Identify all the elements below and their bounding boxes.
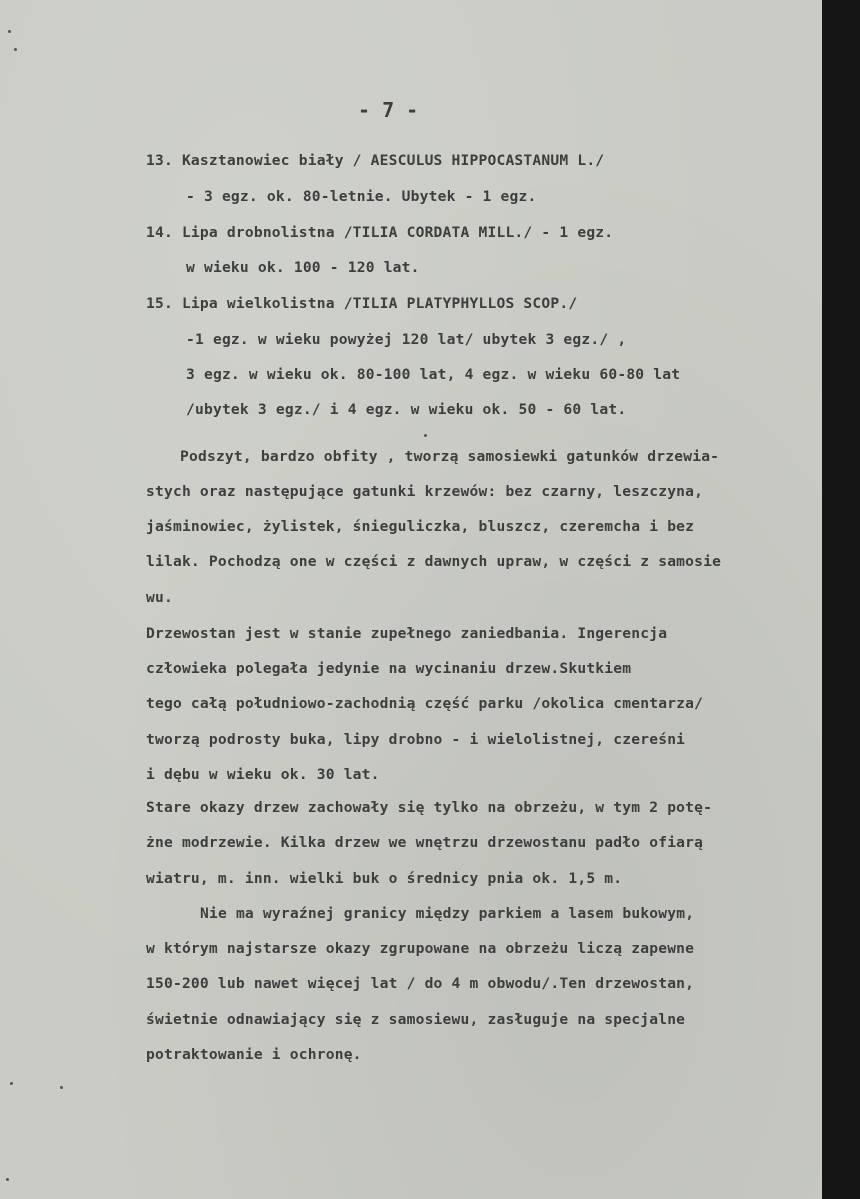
las-line-4: świetnie odnawiający się z samosiewu, zasługuje na specjalne <box>146 1011 686 1028</box>
drzewostan-line-2: człowieka polegała jedynie na wycinaniu drzew.Skutkiem <box>146 660 632 677</box>
entry-15-line-3: 3 egz. w wieku ok. 80-100 lat, 4 egz. w wieku 60-80 lat <box>186 366 681 383</box>
podszyt-line-1: Podszyt, bardzo obfity , tworzą samosiewki gatunków drzewia- <box>180 448 720 465</box>
paper-speck <box>60 1086 63 1089</box>
las-line-1: Nie ma wyraźnej granicy między parkiem a lasem bukowym, <box>200 905 695 922</box>
drzewostan-line-3: tego całą południowo-zachodnią część parku /okolica cmentarza/ <box>146 695 704 712</box>
podszyt-line-3: jaśminowiec, żylistek, śnieguliczka, bluszcz, czeremcha i bez <box>146 518 695 535</box>
podszyt-line-2: stych oraz następujące gatunki krzewów: bez czarny, leszczyna, <box>146 483 704 500</box>
paper-speck <box>8 30 11 33</box>
scan-dark-edge <box>822 0 860 1199</box>
entry-15-line-4: /ubytek 3 egz./ i 4 egz. w wieku ok. 50 - 60 lat. <box>186 401 627 418</box>
entry-14-line-2: w wieku ok. 100 - 120 lat. <box>186 259 420 276</box>
entry-13-line-1: 13. Kasztanowiec biały / AESCULUS HIPPOCASTANUM L./ <box>146 152 605 169</box>
podszyt-line-4: lilak. Pochodzą one w części z dawnych upraw, w części z samosie <box>146 553 722 570</box>
entry-15-line-1: 15. Lipa wielkolistna /TILIA PLATYPHYLLOS SCOP./ <box>146 295 578 312</box>
stare-line-2: żne modrzewie. Kilka drzew we wnętrzu drzewostanu padło ofiarą <box>146 834 704 851</box>
drzewostan-line-5: i dębu w wieku ok. 30 lat. <box>146 766 380 783</box>
podszyt-line-5: wu. <box>146 589 173 606</box>
stare-line-1: Stare okazy drzew zachowały się tylko na obrzeżu, w tym 2 potę- <box>146 799 713 816</box>
entry-14-line-1: 14. Lipa drobnolistna /TILIA CORDATA MILL./ - 1 egz. <box>146 224 614 241</box>
paper-speck <box>6 1178 9 1181</box>
drzewostan-line-1: Drzewostan jest w stanie zupełnego zaniedbania. Ingerencja <box>146 625 668 642</box>
drzewostan-line-4: tworzą podrosty buka, lipy drobno - i wielolistnej, czereśni <box>146 731 686 748</box>
stare-line-3: wiatru, m. inn. wielki buk o średnicy pnia ok. 1,5 m. <box>146 870 623 887</box>
las-line-3: 150-200 lub nawet więcej lat / do 4 m obwodu/.Ten drzewostan, <box>146 975 695 992</box>
entry-13-line-2: - 3 egz. ok. 80-letnie. Ubytek - 1 egz. <box>186 188 537 205</box>
paper-speck <box>10 1082 13 1085</box>
las-line-2: w którym najstarsze okazy zgrupowane na obrzeżu liczą zapewne <box>146 940 695 957</box>
las-line-5: potraktowanie i ochronę. <box>146 1046 362 1063</box>
paper-speck <box>14 48 17 51</box>
paper-speck <box>424 434 427 437</box>
page-number: - 7 - <box>358 98 419 122</box>
entry-15-line-2: -1 egz. w wieku powyżej 120 lat/ ubytek 3 egz./ , <box>186 331 627 348</box>
